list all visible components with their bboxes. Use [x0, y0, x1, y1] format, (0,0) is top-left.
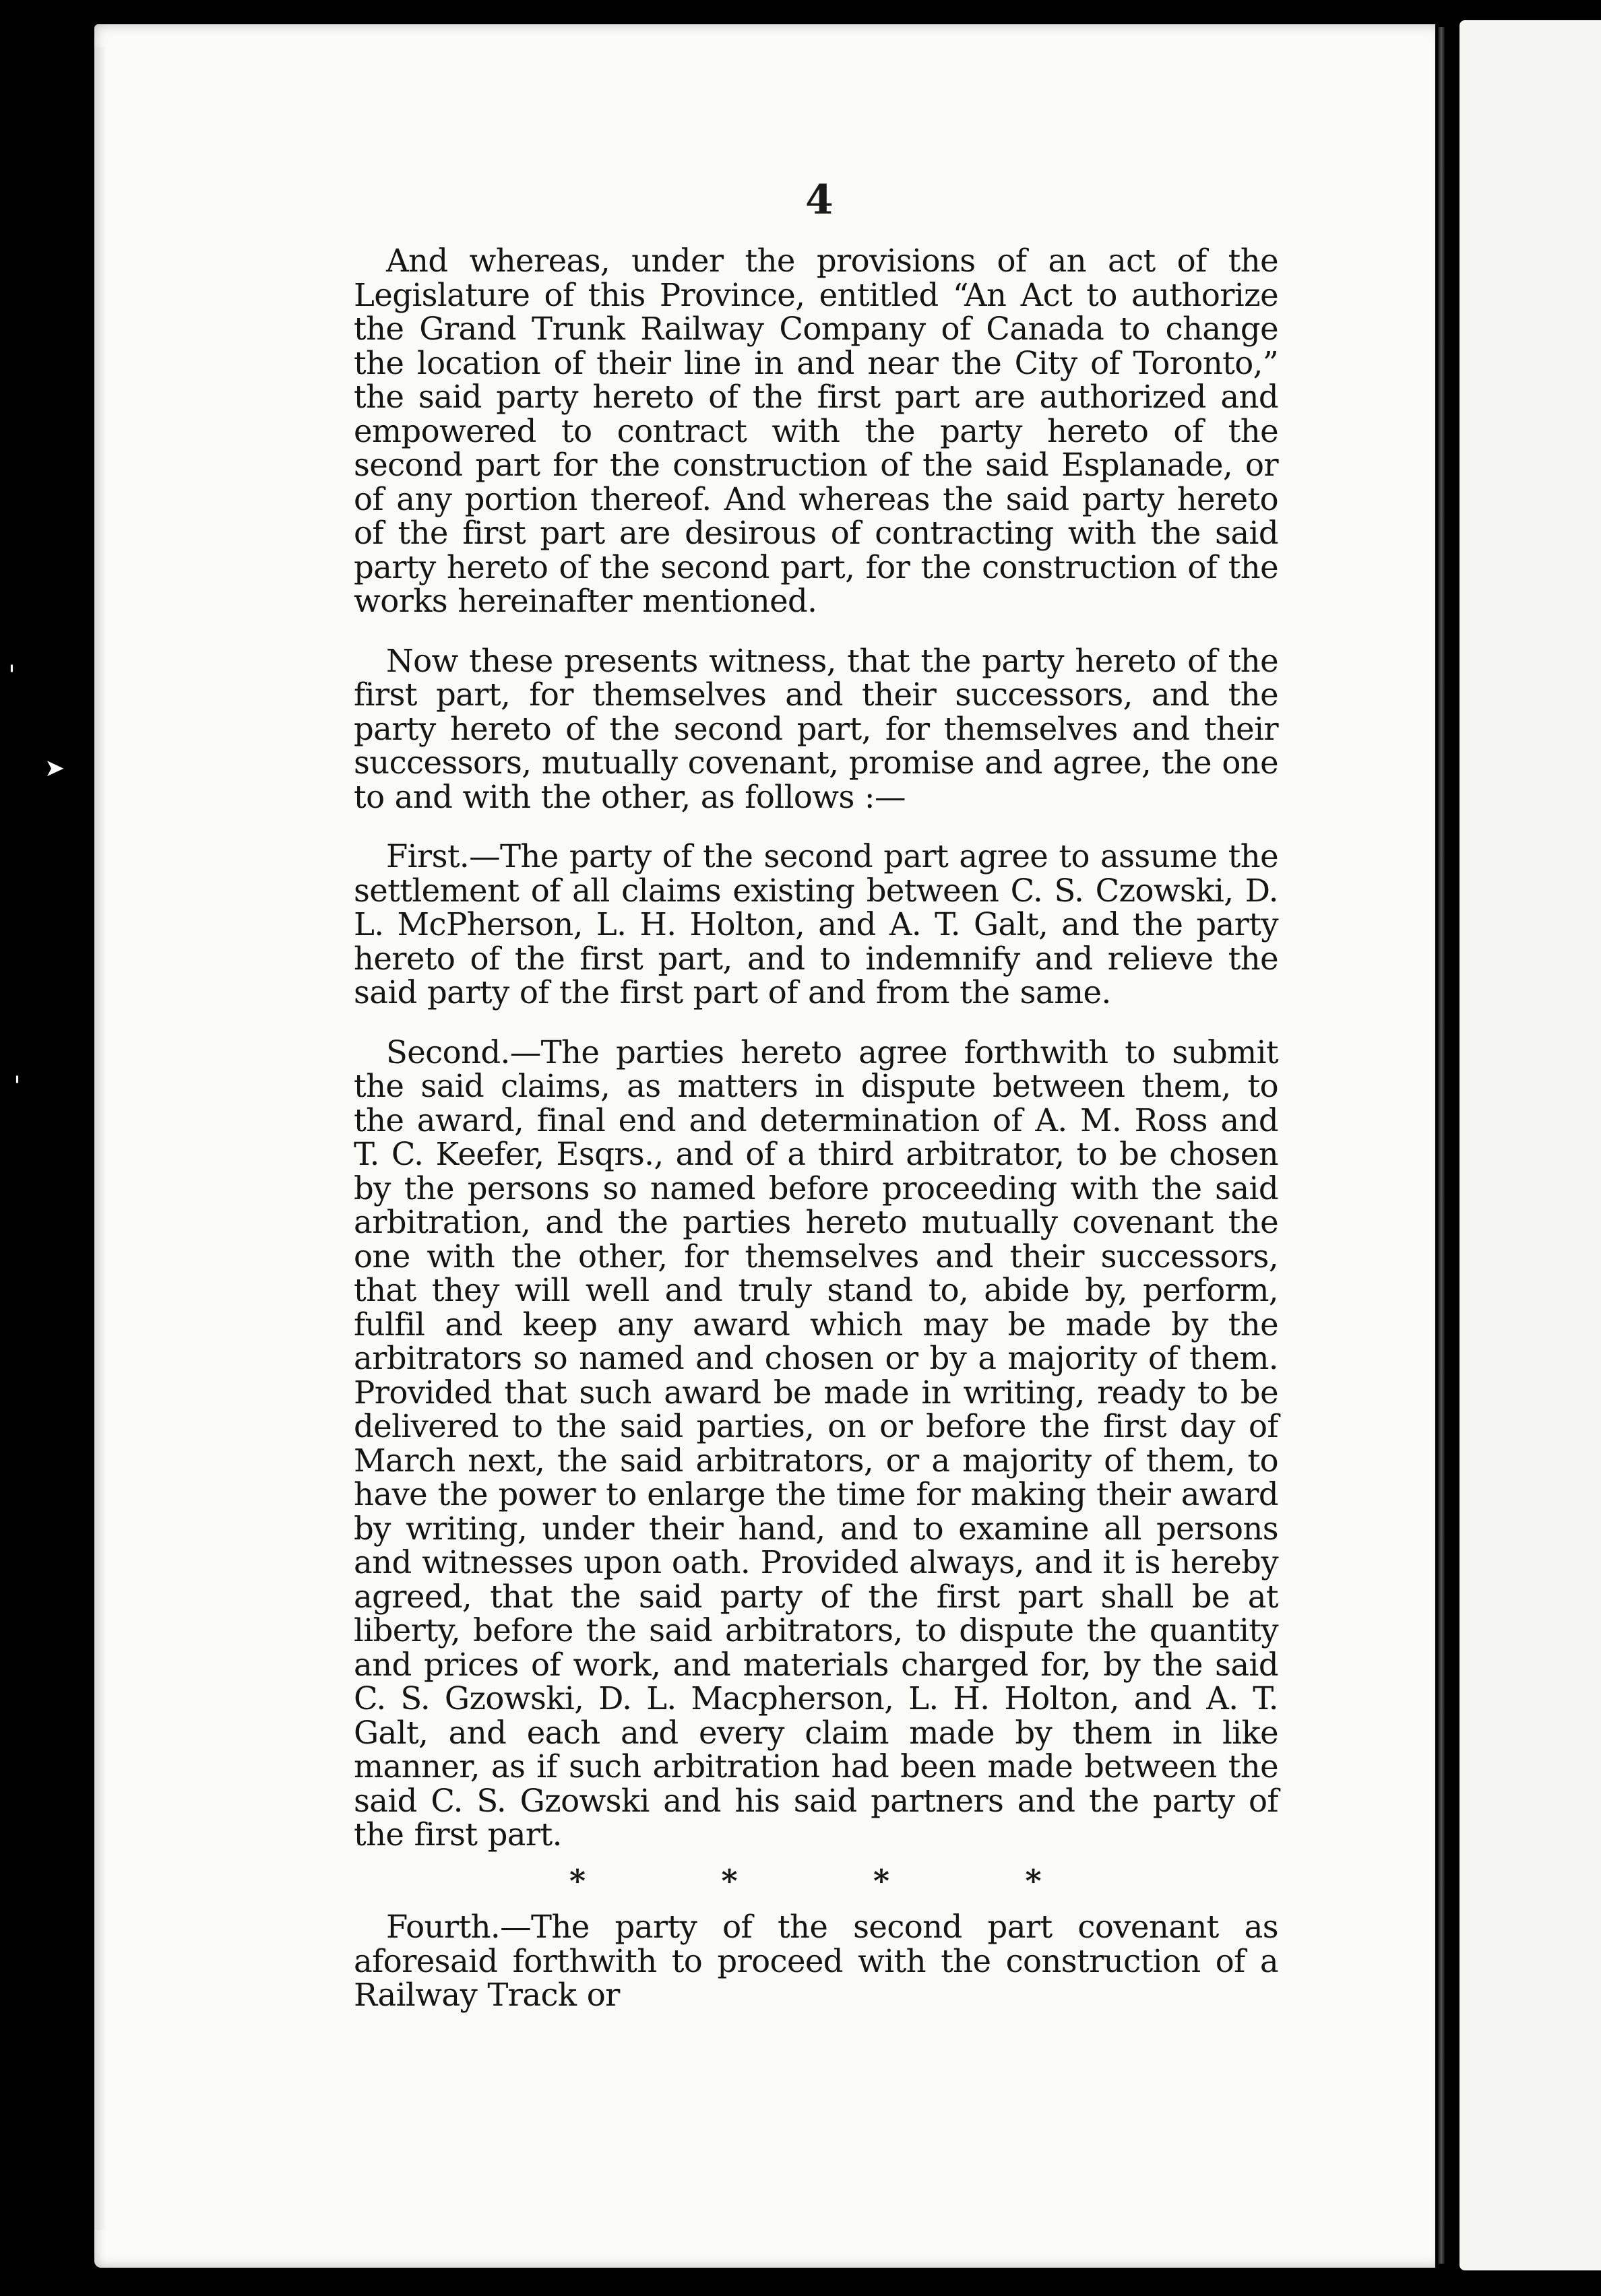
scan-speck-mark: ': [8, 660, 15, 691]
paragraph-second: Second.—The parties hereto agree forthwith to submit the said claims, as matters in dispute between them, to the award, final end and determination of A. M. Ross and T. C. Keefer, Esqrs., and of a third arbitrator, to be chosen by the persons so named before proceeding with the said arbitration, and the parties hereto mutually covenant the one with the other, for themselves and their successors, that they will well and truly stand to, abide by, perform, fulfil and keep any award which may be made by the arbitrators so named and chosen or by a majority of them. Provided that such award be made in writing, ready to be delivered to the said parties, on or before the first day of March next, the said arbitrators, or a majority of them, to have the power to enlarge the time for making their award by writing, under their hand, and to examine all persons and witnesses upon oath. Provided always, and it is hereby agreed, that the said party of the first part shall be at liberty, before the said arbitrators, to dispute the quantity and prices of work, and materials charged for, by the said C. S. Gzowski, D. L. Macpherson, L. H. Holton, and A. T. Galt, and each and every claim made by them in like manner, as if such arbitration had been made between the said C. S. Gzowski and his said partners and the party of the first part.: [354, 1033, 1278, 1853]
paragraph-whereas: And whereas, under the provisions of an act of the Legislature of this Province, entitled “An Act to authorize the Grand Trunk Railway Company of Canada to change the location of their line in and near the City of Toronto,” the said party hereto of the first part are authorized and empowered to contract with the party hereto of the second part for the construction of the said Esplanade, or of any portion thereof. And whereas the said party hereto of the first part are desirous of contracting with the said party hereto of the second part, for the construction of the works hereinafter mentioned.: [354, 243, 1278, 619]
binding-line: [1438, 27, 1445, 2264]
page-number: 4: [805, 177, 834, 224]
separator-star: *: [873, 1862, 889, 1899]
separator-star: *: [721, 1862, 737, 1899]
separator-star: *: [1025, 1862, 1041, 1899]
paragraph-witness: Now these presents witness, that the party hereto of the first part, for themselves and their successors, and the party hereto of the second part, for themselves and their successors, mutually covenant, promise and agree, the one to and with the other, as follows :—: [354, 642, 1278, 815]
body-text: [354, 244, 1278, 2038]
section-separator: [569, 1864, 1041, 1899]
scan-speck-mark: ': [13, 1071, 21, 1102]
paragraph-first: First.—The party of the second part agree to assume the settlement of all claims existing between C. S. Czowski, D. L. McPherson, L. H. Holton, and A. T. Galt, and the party hereto of the first part, and to indemnify and relieve the said party of the first part of and from the same.: [354, 838, 1278, 1011]
separator-star: *: [569, 1862, 586, 1899]
page-shadow-edge: [94, 47, 106, 2230]
paragraph-fourth: Fourth.—The party of the second part covenant as aforesaid forthwith to proceed with the construction of a Railway Track or: [354, 1909, 1278, 2013]
scan-speck-mark: ➤: [44, 755, 65, 782]
facing-page-edge: [1459, 20, 1601, 2270]
